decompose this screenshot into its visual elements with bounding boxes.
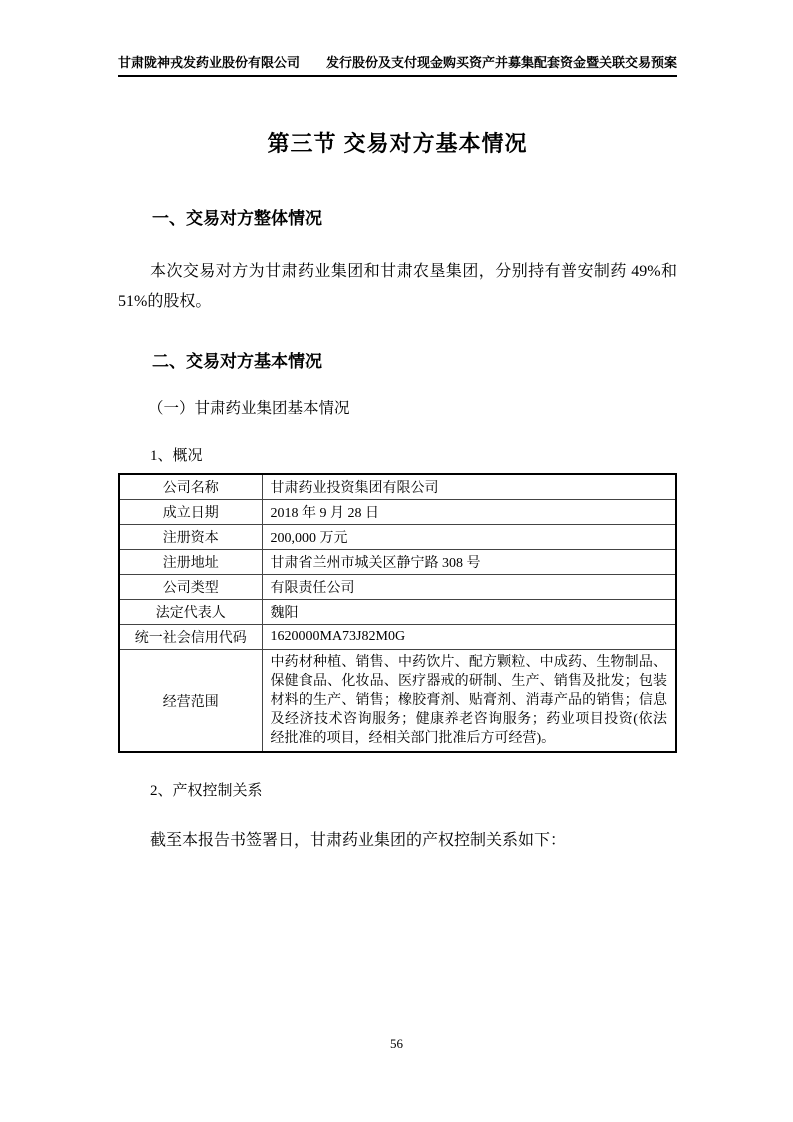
chapter-title: 第三节 交易对方基本情况 — [267, 131, 528, 156]
table-row — [119, 525, 676, 550]
header-doc-title: 发行股份及支付现金购买资产并募集配套资金暨关联交易预案 — [325, 55, 677, 70]
section-2-heading: 二、交易对方基本情况 — [152, 352, 322, 371]
header-company-name: 甘肃陇神戎发药业股份有限公司 — [118, 55, 301, 70]
row-label: 注册资本 — [119, 525, 262, 550]
table-row — [119, 550, 676, 575]
page-number: 56 — [390, 1036, 403, 1051]
row-value: 200,000 万元 — [262, 525, 676, 550]
row-label: 统一社会信用代码 — [119, 625, 262, 650]
running-header — [118, 0, 677, 77]
table-row — [119, 500, 676, 525]
row-label: 公司类型 — [119, 575, 262, 600]
row-label: 法定代表人 — [119, 600, 262, 625]
row-value: 中药材种植、销售、中药饮片、配方颗粒、中成药、生物制品、保健食品、化妆品、医疗器戒的研制、生产、销售及批发；包装材料的生产、销售；橡胶膏剂、贴膏剂、消毒产品的销售；信息及经济技术咨询服务；健康养老咨询服务；药业项目投资(依法经批准的项目，经相关部门批准后方可经营)。 — [262, 650, 676, 753]
row-value: 2018 年 9 月 28 日 — [262, 500, 676, 525]
row-value: 甘肃药业投资集团有限公司 — [262, 474, 676, 500]
table-row — [119, 600, 676, 625]
table-row-business-scope — [119, 650, 676, 753]
row-label: 公司名称 — [119, 474, 262, 500]
section-1-heading: 一、交易对方整体情况 — [152, 209, 322, 228]
section-2-sub-heading: （一）甘肃药业集团基本情况 — [148, 400, 350, 417]
row-label: 注册地址 — [119, 550, 262, 575]
table-row — [119, 575, 676, 600]
row-label: 经营范围 — [119, 650, 262, 753]
table-row — [119, 625, 676, 650]
row-value: 魏阳 — [262, 600, 676, 625]
row-value: 有限责任公司 — [262, 575, 676, 600]
section-1-paragraph: 本次交易对方为甘肃药业集团和甘肃农垦集团，分别持有普安制药 49%和51%的股权。 — [118, 263, 677, 310]
table-row — [119, 474, 676, 500]
row-value: 甘肃省兰州市城关区静宁路 308 号 — [262, 550, 676, 575]
row-label: 成立日期 — [119, 500, 262, 525]
row-value: 1620000MA73J82M0G — [262, 625, 676, 650]
page-content — [118, 0, 677, 856]
item-1-heading: 1、概况 — [150, 448, 203, 464]
company-info-table — [118, 473, 677, 753]
closing-paragraph: 截至本报告书签署日，甘肃药业集团的产权控制关系如下： — [150, 832, 567, 849]
item-2-heading: 2、产权控制关系 — [150, 783, 263, 799]
